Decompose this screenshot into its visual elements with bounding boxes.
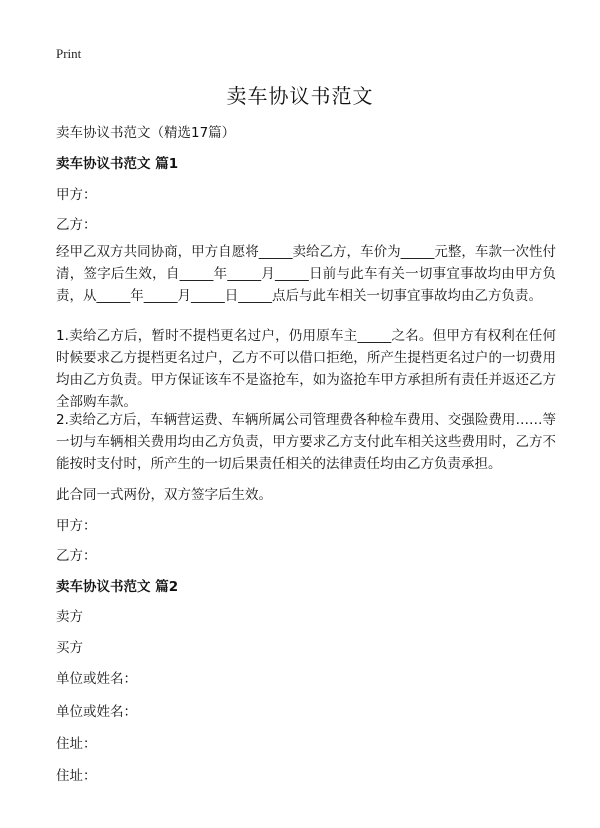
- seller-line: 卖方: [56, 609, 83, 625]
- closing-line: 此合同一式两份，双方签字后生效。: [56, 487, 272, 503]
- party-a-line: 甲方：: [56, 187, 97, 203]
- section-heading-1: 卖车协议书范文 篇1: [56, 156, 179, 172]
- signature-party-a: 甲方：: [56, 518, 97, 534]
- address-line-2: 住址：: [56, 768, 97, 784]
- unit-or-name-line-2: 单位或姓名：: [56, 704, 137, 720]
- signature-party-b: 乙方：: [56, 548, 97, 564]
- agreement-paragraph-2: 1.卖给乙方后，暂时不提档更名过户，仍用原车主_____之名。但甲方有权利在任何时候要求乙方提档更名过户，乙方不可以借口拒绝，所产生提档更名过户的一切费用均由乙方负责。甲方保证该车不是盗抢车，如为盗抢车甲方承担所有责任并返还乙方全部购车款。: [56, 328, 556, 410]
- buyer-line: 买方: [56, 640, 83, 656]
- agreement-paragraph-3: 2.卖给乙方后，车辆营运费、车辆所属公司管理费各种检车费用、交强险费用……等一切与车辆相关费用均由乙方负责，甲方要求乙方支付此车相关这些费用时，乙方不能按时支付时，所产生的一切后果责任相关的法律责任均由乙方负责承担。: [56, 412, 556, 472]
- agreement-paragraph-1: 经甲乙双方共同协商，甲方自愿将_____卖给乙方，车价为_____元整，车款一次性付清，签字后生效，自_____年_____月_____日前与此车有关一切事宜事故均由甲方负责，从_____年_____月_____日_____点后与此车相关一切事宜事故均由乙方负责。: [56, 244, 556, 304]
- party-b-line: 乙方：: [56, 217, 97, 233]
- print-link[interactable]: Print: [56, 46, 82, 61]
- unit-or-name-line-1: 单位或姓名：: [56, 671, 137, 687]
- address-line-1: 住址：: [56, 736, 97, 752]
- section-heading-2: 卖车协议书范文 篇2: [56, 579, 179, 595]
- document-title: 卖车协议书范文: [226, 84, 374, 108]
- document-subtitle: 卖车协议书范文（精选17篇）: [56, 125, 236, 141]
